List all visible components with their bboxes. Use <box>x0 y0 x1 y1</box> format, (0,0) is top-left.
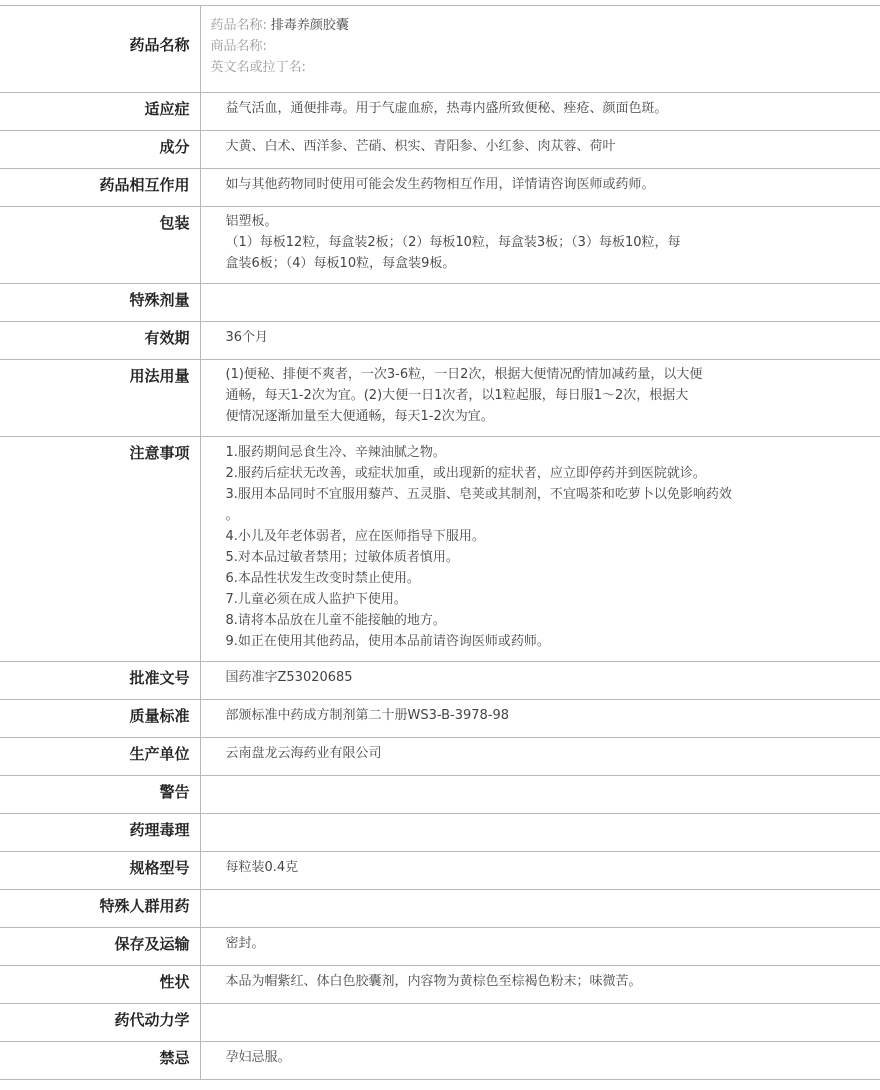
value-pharmacology <box>200 814 880 852</box>
row-indications <box>0 93 880 131</box>
row-manufacturer <box>0 738 880 776</box>
row-interactions <box>0 169 880 207</box>
row-warning <box>0 776 880 814</box>
drug-name-line <box>211 15 871 36</box>
value-indications: 益气活血，通便排毒。用于气虚血瘀，热毒内盛所致便秘、痤疮、颜面色斑。 <box>200 93 880 131</box>
drug-name-key: 药品名称: <box>210 18 267 33</box>
value-appearance: 本品为帽紫红、体白色胶囊剂，内容物为黄棕色至棕褐色粉末；味微苦。 <box>200 966 880 1004</box>
value-quality-standard: 部颁标准中药成方制剂第二十册WS3-B-3978-98 <box>200 700 880 738</box>
precaution-item: 5.对本品过敏者禁用；过敏体质者慎用。 <box>225 550 459 565</box>
precaution-item: 6.本品性状发生改变时禁止使用。 <box>225 571 420 586</box>
packaging-line: （1）每板12粒，每盒装2板；（2）每板10粒，每盒装3板；（3）每板10粒，每 <box>225 235 681 250</box>
usage-line: 便情况逐渐加量至大便通畅，每天1-2次为宜。 <box>225 409 494 424</box>
row-usage <box>0 360 880 437</box>
precaution-item: 1.服药期间忌食生冷、辛辣油腻之物。 <box>225 445 446 460</box>
value-pharmacokinetics <box>200 1004 880 1042</box>
row-contraindications <box>0 1042 880 1080</box>
precaution-item: 3.服用本品同时不宜服用藜芦、五灵脂、皂荚或其制剂，不宜喝茶和吃萝卜以免影响药效 <box>225 487 732 502</box>
label-specification: 规格型号 <box>0 852 200 890</box>
value-special-dosage <box>200 284 880 322</box>
value-ingredients: 大黄、白术、西洋参、芒硝、枳实、青阳参、小红参、肉苁蓉、荷叶 <box>200 131 880 169</box>
trade-name-key: 商品名称: <box>210 39 267 54</box>
value-interactions: 如与其他药物同时使用可能会发生药物相互作用，详情请咨询医师或药师。 <box>200 169 880 207</box>
value-packaging <box>200 207 880 284</box>
precaution-item: 9.如正在使用其他药品，使用本品前请咨询医师或药师。 <box>225 634 550 649</box>
value-contraindications: 孕妇忌服。 <box>200 1042 880 1080</box>
row-storage <box>0 928 880 966</box>
row-drug-name <box>0 6 880 93</box>
label-ingredients: 成分 <box>0 131 200 169</box>
row-pharmacokinetics <box>0 1004 880 1042</box>
label-precautions: 注意事项 <box>0 437 200 662</box>
drug-spec-table <box>0 5 880 1080</box>
label-contraindications: 禁忌 <box>0 1042 200 1080</box>
label-pharmacokinetics: 药代动力学 <box>0 1004 200 1042</box>
label-indications: 适应症 <box>0 93 200 131</box>
row-appearance <box>0 966 880 1004</box>
label-special-population: 特殊人群用药 <box>0 890 200 928</box>
row-precautions <box>0 437 880 662</box>
value-specification: 每粒装0.4克 <box>200 852 880 890</box>
value-expiry: 36个月 <box>200 322 880 360</box>
precaution-item: 8.请将本品放在儿童不能接触的地方。 <box>225 613 446 628</box>
value-special-population <box>200 890 880 928</box>
label-quality-standard: 质量标准 <box>0 700 200 738</box>
row-pharmacology <box>0 814 880 852</box>
usage-line: 通畅，每天1-2次为宜。(2)大便一日1次者，以1粒起服，每日服1～2次，根据大 <box>225 388 689 403</box>
label-expiry: 有效期 <box>0 322 200 360</box>
packaging-line: 铝塑板。 <box>225 214 278 229</box>
label-packaging: 包装 <box>0 207 200 284</box>
value-drug-name <box>200 6 880 93</box>
row-special-dosage <box>0 284 880 322</box>
english-name-line <box>211 57 871 78</box>
row-specification <box>0 852 880 890</box>
precautions-list <box>226 442 871 652</box>
precaution-item: 2.服药后症状无改善，或症状加重，或出现新的症状者，应立即停药并到医院就诊。 <box>225 466 706 481</box>
label-manufacturer: 生产单位 <box>0 738 200 776</box>
precaution-item: 。 <box>225 508 239 523</box>
label-special-dosage: 特殊剂量 <box>0 284 200 322</box>
label-usage: 用法用量 <box>0 360 200 437</box>
drug-name-value: 排毒养颜胶囊 <box>270 18 349 33</box>
label-approval-number: 批准文号 <box>0 662 200 700</box>
value-usage <box>200 360 880 437</box>
label-interactions: 药品相互作用 <box>0 169 200 207</box>
trade-name-line <box>211 36 871 57</box>
usage-line: (1)便秘、排便不爽者，一次3-6粒，一日2次，根据大便情况酌情加减药量，以大便 <box>225 367 703 382</box>
value-precautions <box>200 437 880 662</box>
value-manufacturer: 云南盘龙云海药业有限公司 <box>200 738 880 776</box>
english-name-key: 英文名或拉丁名: <box>210 60 306 75</box>
label-pharmacology: 药理毒理 <box>0 814 200 852</box>
row-packaging <box>0 207 880 284</box>
row-special-population <box>0 890 880 928</box>
value-warning <box>200 776 880 814</box>
value-storage: 密封。 <box>200 928 880 966</box>
precaution-item: 4.小儿及年老体弱者，应在医师指导下服用。 <box>225 529 485 544</box>
row-quality-standard <box>0 700 880 738</box>
value-approval-number: 国药准字Z53020685 <box>200 662 880 700</box>
label-drug-name: 药品名称 <box>0 6 200 93</box>
row-ingredients <box>0 131 880 169</box>
label-appearance: 性状 <box>0 966 200 1004</box>
row-expiry <box>0 322 880 360</box>
row-approval-number <box>0 662 880 700</box>
packaging-line: 盒装6板；（4）每板10粒，每盒装9板。 <box>225 256 456 271</box>
precaution-item: 7.儿童必须在成人监护下使用。 <box>225 592 407 607</box>
label-warning: 警告 <box>0 776 200 814</box>
label-storage: 保存及运输 <box>0 928 200 966</box>
